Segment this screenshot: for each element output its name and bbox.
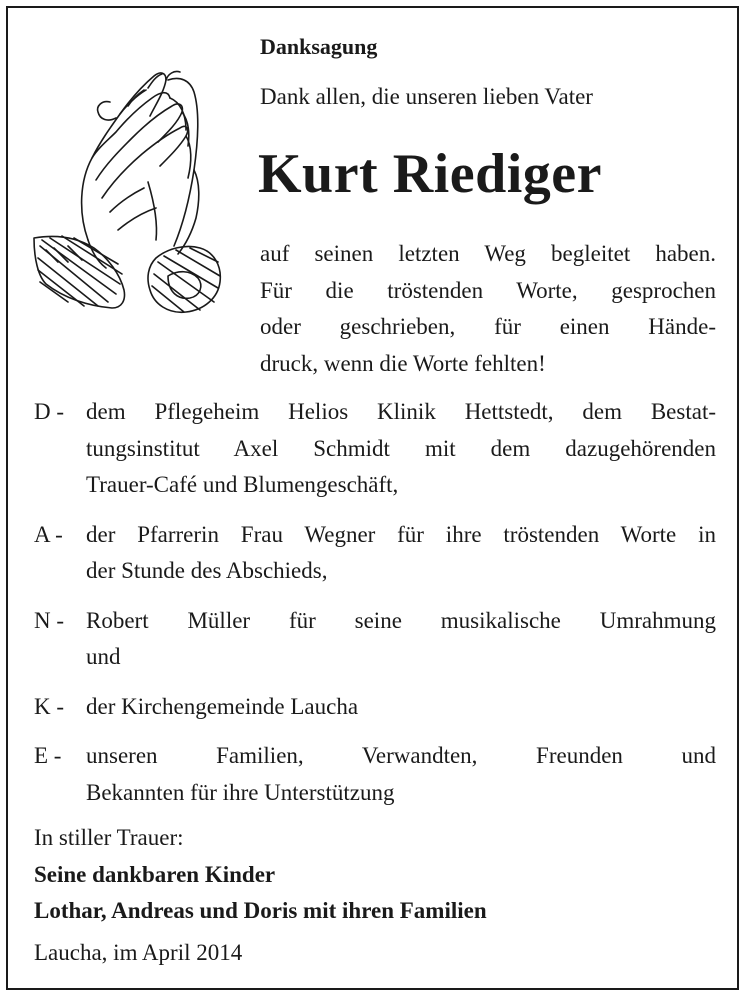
acrostic-line: Robert Müller für seine musikalische Umrahmung — [86, 607, 716, 633]
thanks-line: druck, wenn die Worte fehlten! — [260, 350, 546, 376]
acrostic-entry-n — [34, 603, 716, 676]
acrostic-letter: E - — [34, 743, 62, 768]
thanks-line: auf seinen letzten Weg begleitet haben. — [260, 241, 716, 266]
acrostic-entry-e — [34, 738, 716, 811]
thanks-paragraph — [260, 236, 716, 382]
acrostic-letter: A - — [34, 521, 63, 547]
praying-hands-icon — [28, 62, 228, 332]
acrostic-entry-a — [34, 517, 716, 590]
signature-line: Seine dankbaren Kinder — [34, 861, 276, 887]
acrostic-line: der Stunde des Abschieds, — [86, 558, 328, 583]
acrostic-line: Trauer-Café und Blumengeschäft, — [86, 472, 399, 497]
acrostic-line: der Kirchengemeinde Laucha — [86, 693, 359, 719]
acrostic-entry-k — [34, 689, 716, 726]
acrostic-letter: N - — [34, 607, 65, 633]
acrostic-entry-d — [34, 394, 716, 504]
closing-block — [34, 820, 487, 930]
signature-line: Lothar, Andreas und Doris mit ihren Familien — [34, 898, 487, 923]
acrostic-line: der Pfarrerin Frau Wegner für ihre tröstenden Worte in — [86, 521, 716, 547]
thanks-line: oder geschrieben, für einen Hände- — [260, 314, 716, 339]
thanks-line: Für die tröstenden Worte, gesprochen — [260, 277, 716, 303]
acrostic-letter: K - — [34, 693, 65, 719]
acrostic-line: tungsinstitut Axel Schmidt mit dem dazugehörenden — [86, 435, 716, 461]
place-date: Laucha, im April 2014 — [34, 940, 243, 965]
acrostic-letter: D - — [34, 399, 65, 424]
notice-heading: Danksagung — [260, 34, 378, 59]
acrostic-line: Bekannten für ihre Unterstützung — [86, 779, 395, 805]
acrostic-line: unseren Familien, Verwandten, Freunden und — [86, 743, 716, 768]
acrostic-line: und — [86, 644, 121, 669]
acrostic-list — [34, 394, 716, 824]
mourning-line: In stiller Trauer: — [34, 825, 184, 850]
acrostic-line: dem Pflegeheim Helios Klinik Hettstedt, dem Bestat- — [86, 399, 716, 424]
intro-line: Dank allen, die unseren lieben Vater — [260, 84, 593, 109]
deceased-name: Kurt Riediger — [258, 143, 602, 205]
